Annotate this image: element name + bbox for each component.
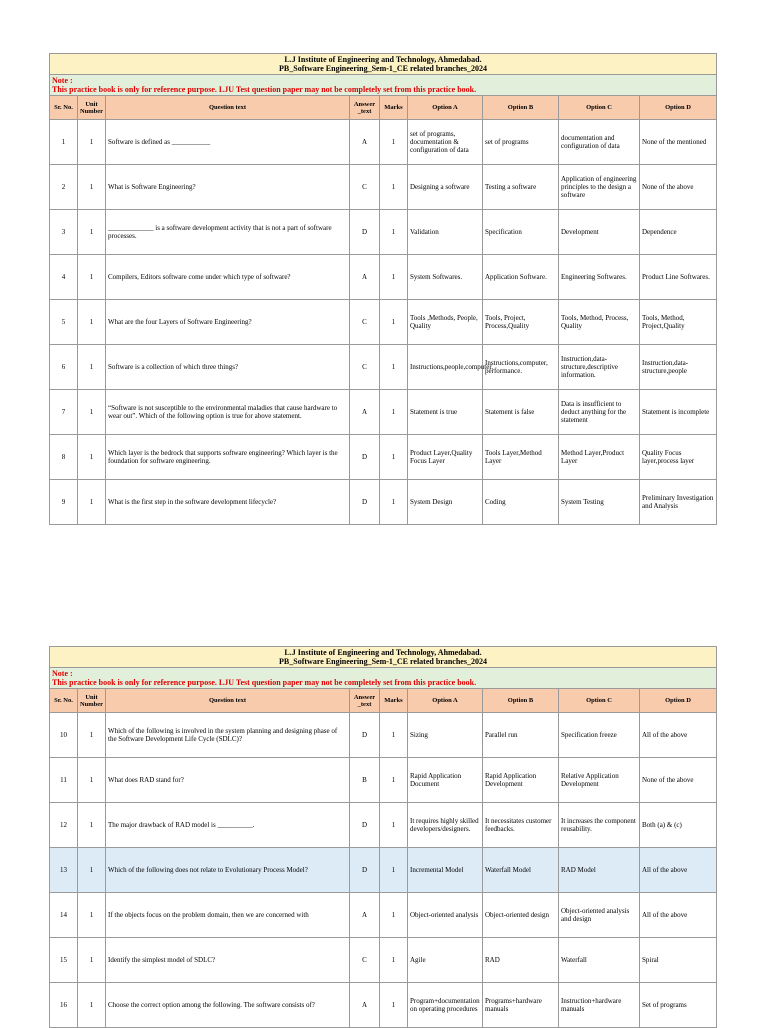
answer-cell: C [350,300,380,345]
note-2: Note : This practice book is only for reference purpose. LJU Test question paper may not be completely set from this practice book. [50,668,717,689]
marks-cell: 1 [380,893,408,938]
table-row [50,938,717,983]
col-option-a: Option A [408,689,483,713]
sr-cell: 7 [50,390,78,435]
option-b-cell: Waterfall Model [483,848,559,893]
unit-cell: 1 [78,390,106,435]
question-cell: What are the four Layers of Software Engineering? [106,300,350,345]
question-cell: What is the first step in the software development lifecycle? [106,480,350,525]
answer-cell: A [350,390,380,435]
option-a-cell: Program+documentation on operating procedures [408,983,483,1028]
option-d-cell: None of the above [640,165,717,210]
sr-cell: 4 [50,255,78,300]
question-cell: What is Software Engineering? [106,165,350,210]
column-header-row [50,96,717,120]
option-b-cell: Specification [483,210,559,255]
note: Note : This practice book is only for reference purpose. LJU Test question paper may not be completely set from this practice book. [50,75,717,96]
question-cell: What does RAD stand for? [106,758,350,803]
marks-cell: 1 [380,938,408,983]
sr-cell: 6 [50,345,78,390]
option-a-cell: Agile [408,938,483,983]
marks-cell: 1 [380,480,408,525]
unit-cell: 1 [78,713,106,758]
unit-cell: 1 [78,120,106,165]
option-a-cell: System Softwares. [408,255,483,300]
sr-cell: 12 [50,803,78,848]
question-cell: If the objects focus on the problem domain, then we are concerned with [106,893,350,938]
option-b-cell: RAD [483,938,559,983]
col-sr: Sr. No. [50,689,78,713]
answer-cell: D [350,480,380,525]
marks-cell: 1 [380,210,408,255]
table-row [50,165,717,210]
marks-cell: 1 [380,120,408,165]
col-option-a: Option A [408,96,483,120]
col-option-c: Option C [559,689,640,713]
unit-cell: 1 [78,758,106,803]
sr-cell: 2 [50,165,78,210]
sr-cell: 8 [50,435,78,480]
marks-cell: 1 [380,300,408,345]
sr-cell: 16 [50,983,78,1028]
sr-cell: 5 [50,300,78,345]
option-a-cell: Designing a software [408,165,483,210]
sr-cell: 10 [50,713,78,758]
marks-cell: 1 [380,713,408,758]
option-b-cell: Instructions,computer, performance. [483,345,559,390]
table-row [50,480,717,525]
option-b-cell: Programs+hardware manuals [483,983,559,1028]
option-a-cell: Incremental Model [408,848,483,893]
sr-cell: 11 [50,758,78,803]
unit-cell: 1 [78,938,106,983]
unit-cell: 1 [78,300,106,345]
option-a-cell: Sizing [408,713,483,758]
practice-sheet-page-1 [49,53,717,525]
table-row [50,758,717,803]
practice-sheet-page-2 [49,646,717,1028]
marks-cell: 1 [380,848,408,893]
option-b-cell: Object-oriented design [483,893,559,938]
question-cell: _____________ is a software development activity that is not a part of software processes. [106,210,350,255]
institute-title: L.J Institute of Engineering and Technology, Ahmedabad. PB_Software Engineering_Sem-1_CE related branches_2024 [50,54,717,75]
question-cell: Software is a collection of which three things? [106,345,350,390]
marks-cell: 1 [380,255,408,300]
marks-cell: 1 [380,983,408,1028]
option-c-cell: Waterfall [559,938,640,983]
option-a-cell: Object-oriented analysis [408,893,483,938]
col-sr: Sr. No. [50,96,78,120]
col-question: Question text [106,96,350,120]
table-row [50,300,717,345]
option-d-cell: None of the mentioned [640,120,717,165]
option-c-cell: documentation and configuration of data [559,120,640,165]
option-b-cell: Application Software. [483,255,559,300]
option-b-cell: Rapid Application Development [483,758,559,803]
question-cell: Compilers, Editors software come under which type of software? [106,255,350,300]
option-c-cell: Object-oriented analysis and design [559,893,640,938]
answer-cell: A [350,255,380,300]
option-c-cell: Tools, Method, Process, Quality [559,300,640,345]
option-a-cell: Rapid Application Document [408,758,483,803]
answer-cell: D [350,435,380,480]
option-c-cell: Application of engineering principles to the design a software [559,165,640,210]
institute-title-2: L.J Institute of Engineering and Technology, Ahmedabad. PB_Software Engineering_Sem-1_CE related branches_2024 [50,647,717,668]
column-header-row-2 [50,689,717,713]
answer-cell: A [350,120,380,165]
option-a-cell: Validation [408,210,483,255]
option-a-cell: Tools ,Methods, People, Quality [408,300,483,345]
option-a-cell: set of programs, documentation & configuration of data [408,120,483,165]
question-cell: Which of the following does not relate to Evolutionary Process Model? [106,848,350,893]
table-row [50,435,717,480]
sr-cell: 1 [50,120,78,165]
unit-cell: 1 [78,893,106,938]
answer-cell: C [350,345,380,390]
table-row [50,255,717,300]
col-option-b: Option B [483,689,559,713]
col-unit: Unit Number [78,96,106,120]
answer-cell: D [350,210,380,255]
unit-cell: 1 [78,848,106,893]
col-option-d: Option D [640,689,717,713]
col-answer: Answer _text [350,96,380,120]
sr-cell: 3 [50,210,78,255]
option-c-cell: It increases the component reusability. [559,803,640,848]
question-cell: The major drawback of RAD model is __________. [106,803,350,848]
col-question: Question text [106,689,350,713]
option-b-cell: Tools Layer,Method Layer [483,435,559,480]
answer-cell: D [350,713,380,758]
answer-cell: C [350,938,380,983]
table-row [50,803,717,848]
option-b-cell: Coding [483,480,559,525]
table-row [50,848,717,893]
question-cell: Choose the correct option among the following. The software consists of? [106,983,350,1028]
unit-cell: 1 [78,803,106,848]
option-c-cell: Data is insufficient to deduct anything for the statement [559,390,640,435]
option-d-cell: All of the above [640,848,717,893]
option-d-cell: Statement is incomplete [640,390,717,435]
question-cell: Identify the simplest model of SDLC? [106,938,350,983]
option-b-cell: It necessitates customer feedbacks. [483,803,559,848]
sr-cell: 9 [50,480,78,525]
question-cell: Software is defined as ___________ [106,120,350,165]
unit-cell: 1 [78,210,106,255]
unit-cell: 1 [78,165,106,210]
option-c-cell: Instruction+hardware manuals [559,983,640,1028]
unit-cell: 1 [78,255,106,300]
option-a-cell: It requires highly skilled developers/designers. [408,803,483,848]
table-row [50,390,717,435]
question-cell: Which layer is the bedrock that supports software engineering? Which layer is the foundation for software engineering. [106,435,350,480]
table-row [50,983,717,1028]
option-d-cell: Set of programs [640,983,717,1028]
answer-cell: A [350,983,380,1028]
answer-cell: A [350,893,380,938]
option-b-cell: set of programs [483,120,559,165]
option-d-cell: Quality Focus layer,process layer [640,435,717,480]
option-d-cell: Tools, Method, Project,Quality [640,300,717,345]
unit-cell: 1 [78,983,106,1028]
col-answer: Answer _text [350,689,380,713]
col-unit: Unit Number [78,689,106,713]
table-row [50,210,717,255]
option-b-cell: Statement is false [483,390,559,435]
option-d-cell: Preliminary Investigation and Analysis [640,480,717,525]
marks-cell: 1 [380,435,408,480]
col-marks: Marks [380,96,408,120]
sr-cell: 15 [50,938,78,983]
sr-cell: 14 [50,893,78,938]
table-row [50,713,717,758]
option-d-cell: All of the above [640,893,717,938]
option-a-cell: Product Layer,Quality Focus Layer [408,435,483,480]
sr-cell: 13 [50,848,78,893]
question-cell: Which of the following is involved in the system planning and designing phase of the Software Development Life Cycle (SDLC)? [106,713,350,758]
option-d-cell: All of the above [640,713,717,758]
option-c-cell: Method Layer,Product Layer [559,435,640,480]
col-option-b: Option B [483,96,559,120]
answer-cell: D [350,803,380,848]
option-d-cell: Instruction,data-structure,people [640,345,717,390]
marks-cell: 1 [380,758,408,803]
option-b-cell: Tools, Project, Process,Quality [483,300,559,345]
option-d-cell: Spiral [640,938,717,983]
option-d-cell: Dependence [640,210,717,255]
marks-cell: 1 [380,345,408,390]
option-c-cell: RAD Model [559,848,640,893]
option-d-cell: None of the above [640,758,717,803]
option-d-cell: Product Line Softwares. [640,255,717,300]
option-c-cell: Instruction,data-structure,descriptive information. [559,345,640,390]
option-a-cell: Instructions,people,computer. [408,345,483,390]
option-b-cell: Parallel run [483,713,559,758]
col-marks: Marks [380,689,408,713]
option-a-cell: System Design [408,480,483,525]
option-c-cell: Specification freeze [559,713,640,758]
table-row [50,120,717,165]
col-option-c: Option C [559,96,640,120]
option-a-cell: Statement is true [408,390,483,435]
option-d-cell: Both (a) & (c) [640,803,717,848]
marks-cell: 1 [380,803,408,848]
answer-cell: B [350,758,380,803]
unit-cell: 1 [78,435,106,480]
answer-cell: C [350,165,380,210]
table-row [50,345,717,390]
option-c-cell: System Testing [559,480,640,525]
table-row [50,893,717,938]
option-c-cell: Relative Application Development [559,758,640,803]
marks-cell: 1 [380,390,408,435]
unit-cell: 1 [78,480,106,525]
unit-cell: 1 [78,345,106,390]
answer-cell: D [350,848,380,893]
option-c-cell: Development [559,210,640,255]
marks-cell: 1 [380,165,408,210]
option-c-cell: Engineering Softwares. [559,255,640,300]
option-b-cell: Testing a software [483,165,559,210]
question-cell: “Software is not susceptible to the environmental maladies that cause hardware to wear out”. Which of the following option is true for above statement. [106,390,350,435]
col-option-d: Option D [640,96,717,120]
